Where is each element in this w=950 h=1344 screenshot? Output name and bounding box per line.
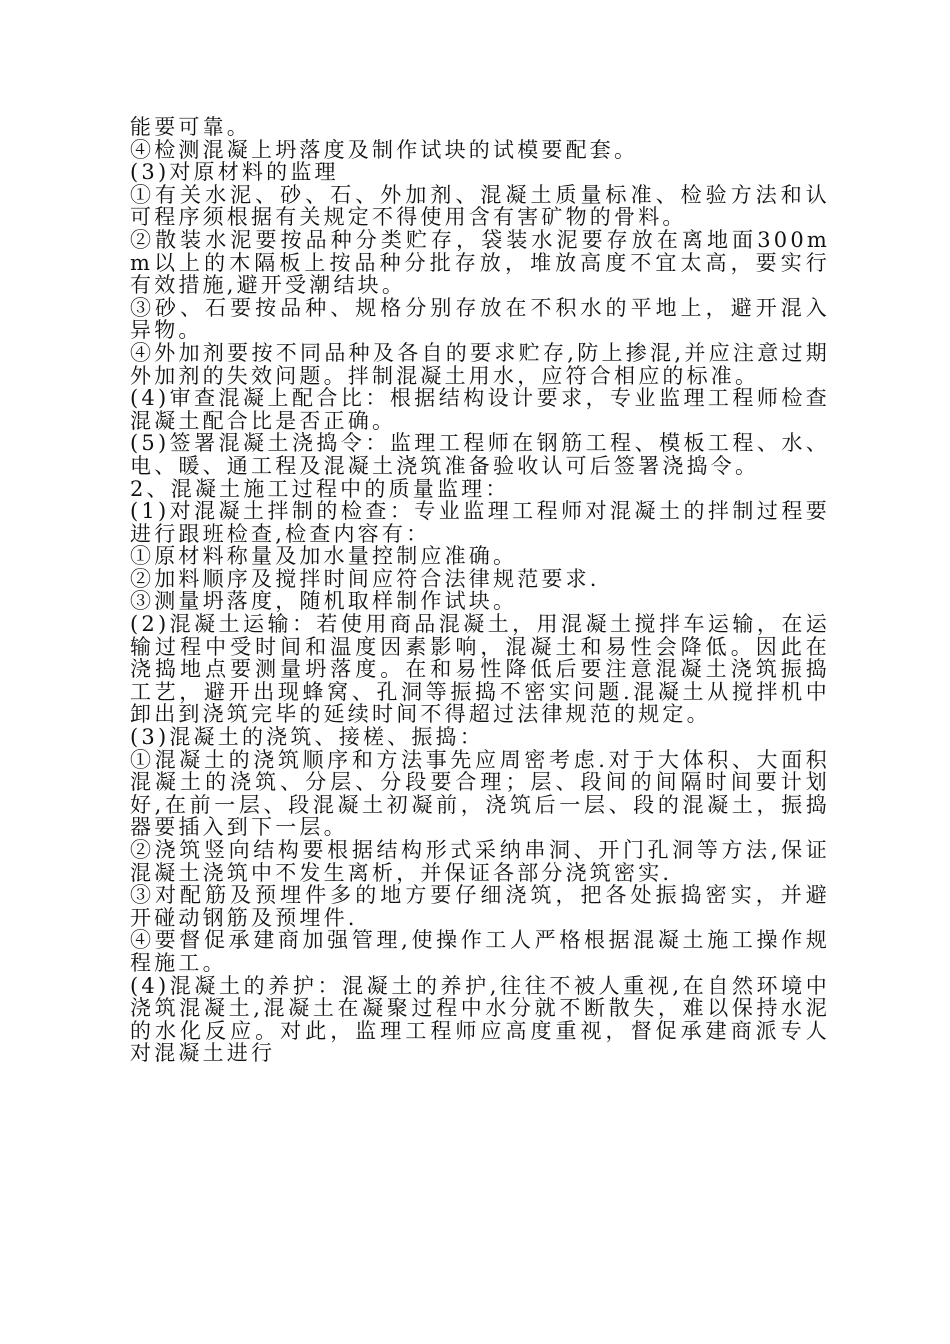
paragraph-2: ④检测混凝上坍落度及制作试块的试模要配套。 (130, 137, 639, 162)
paragraph-21: (4)混凝土的养护：混凝土的养护,往往不被人重视,在自然环境中浇筑混凝土,混凝土在凝聚过程中水分就不断散失，难以保持水泥的水化反应。对此，监理工程师应高度重视，督促承建商派专人对混凝土进行 (130, 973, 830, 1066)
paragraph-14: ③测量坍落度，随机取样制作试块。 (130, 589, 518, 614)
paragraph-20: ④要督促承建商加强管理,使操作工人严格根据混凝土施工操作规程施工。 (130, 928, 830, 975)
paragraph-11: (1)对混凝土拌制的检查：专业监理工程师对混凝土的拌制过程要进行跟班检查,检查内容有： (130, 499, 830, 546)
paragraph-6: ③砂、石要按品种、规格分别存放在不积水的平地上，避开混入异物。 (130, 295, 830, 343)
paragraph-16: (3)混凝土的浇筑、接槎、振捣： (130, 725, 484, 750)
paragraph-18: ②浇筑竖向结构要根据结构形式采纳串洞、开门孔洞等方法,保证混凝土浇筑中不发生离析，并保证各部分浇筑密实. (130, 838, 830, 885)
paragraph-13: ②加料顺序及搅拌时间应符合法律规范要求. (130, 566, 600, 591)
paragraph-8: (4)审查混凝上配合比：根据结构设计要求，专业监理工程师检查混凝土配合比是否正确。 (130, 386, 830, 433)
paragraph-4: ①有关水泥、砂、石、外加剂、混凝土质量标准、检验方法和认可程序须根据有关规定不得使用含有害矿物的骨料。 (130, 182, 830, 230)
paragraph-7: ④外加剂要按不同品种及各自的要求贮存,防上掺混,并应注意过期外加剂的失效问题。拌制混凝土用水，应符合相应的标准。 (130, 340, 830, 388)
section-heading: 2、混凝土施工过程中的质量监理： (130, 476, 510, 501)
paragraph-12: ①原材料称量及加水量控制应准确。 (130, 544, 518, 569)
paragraph-9: (5)签署混凝土浇捣令：监理工程师在钢筋工程、模板工程、水、电、暖、通工程及混凝土浇筑准备验收认可后签署浇捣令。 (130, 431, 830, 478)
paragraph-5: ②散装水泥要按品种分类贮存，袋装水泥要存放在离地面300mm以上的木隔板上按品种分批存放，堆放高度不宜太高，要实行有效措施,避开受潮结块。 (130, 227, 830, 298)
paragraph-15: (2)混凝土运输：若使用商品混凝土，用混凝土搅拌车运输，在运输过程中受时间和温度因素影响，混凝土和易性会降低。因此在浇捣地点要测量坍落度。在和易性降低后要注意混凝土浇筑振捣工艺，避开出现蜂窝、孔洞等振捣不密实问题.混凝土从搅拌机中卸出到浇筑完毕的延续时间不得超过法律规范的规定。 (130, 612, 830, 727)
paragraph-17: ①混凝土的浇筑顺序和方法事先应周密考虑.对于大体积、大面积混凝土的浇筑、分层、分段要合理；层、段间的间隔时间要计划好,在前一层、段混凝土初凝前，浇筑后一层、段的混凝土，振捣器要插入到下一层。 (130, 747, 830, 840)
paragraph-3: (3)对原材料的监理 (130, 160, 339, 185)
document-body (130, 116, 830, 1065)
paragraph-1: 能要可靠。 (130, 115, 251, 139)
paragraph-19: ③对配筋及预埋件多的地方要仔细浇筑，把各处振捣密实，并避开碰动钢筋及预埋件. (130, 883, 830, 930)
